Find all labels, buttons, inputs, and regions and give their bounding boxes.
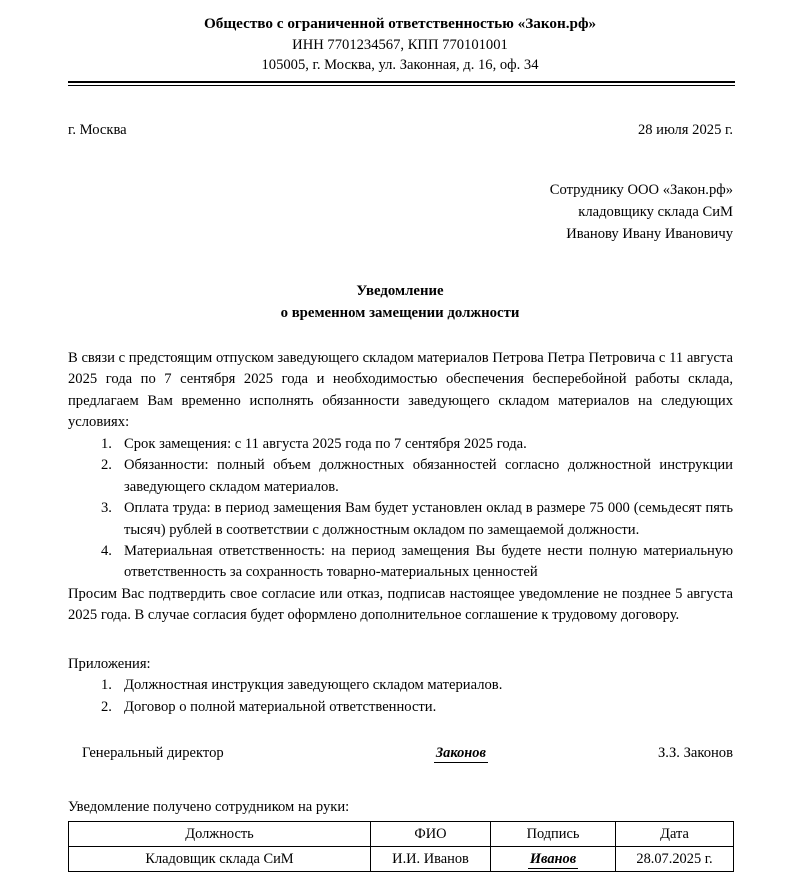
acknowledgment-table [68,821,734,872]
attachments-label: Приложения: [68,655,151,672]
acknowledgment-table-wrap [0,821,800,872]
city-date-row [0,123,800,138]
cell-signature-wrap [491,847,616,872]
cell-signature-mark: Иванов [529,850,577,867]
attachment-item-1: Должностная инструкция заведующего складом материалов. [124,677,503,694]
acknowledgment-label: Уведомление получено сотрудником на руки: [68,798,350,815]
document-body [0,348,800,718]
column-header-signature: Подпись [491,822,616,847]
signature-mark: Законов [435,745,486,761]
company-address: 105005, г. Москва, ул. Законная, д. 16, оф. 34 [261,57,539,74]
attachments-list [68,675,733,718]
place-of-issue: г. Москва [68,121,127,138]
letterhead-divider-wrap [0,76,800,86]
condition-item-1: Срок замещения: с 11 августа 2025 года по 7 сентября 2025 года. [124,435,527,452]
intro-paragraph: В связи с предстоящим отпуском заведующего складом материалов Петрова Петра Петровича с 11 августа 2025 года по 7 сентября 2025 года и необходимостью обеспечения бесперебойной работы склада, предлагаем Вам временно исполнять обязанности заведующего складом материалов на следующих условиях: [68,350,733,431]
column-header-position: Должность [69,822,371,847]
conditions-list [68,434,733,584]
signer-position: Генеральный директор [82,745,224,761]
table-row [69,847,734,872]
attachment-item-2: Договор о полной материальной ответственности. [124,698,437,715]
condition-item-3: Оплата труда: в период замещения Вам будет установлен оклад в размере 75 000 (семьдесят пять тысяч) рублей в соответствии с должностным окладом по замещаемой должности. [124,500,733,538]
document-title-main: Уведомление [356,282,444,299]
letterhead-divider [68,81,735,86]
cell-position: Кладовщик склада СиМ [69,847,371,872]
company-name: Общество с ограниченной ответственностью «Закон.рф» [203,15,597,32]
addressee-line-3: Иванову Ивану Ивановичу [566,226,733,243]
cell-date: 28.07.2025 г. [616,847,734,872]
addressee-block [0,179,800,246]
signature-mark-wrap [224,746,658,761]
letterhead [0,0,800,76]
condition-item-4: Материальная ответственность: на период замещения Вы будете нести полную материальную ответственность за сохранность товарно-материальных ценностей [124,542,733,581]
column-header-fio: ФИО [371,822,491,847]
closing-paragraph: Просим Вас подтвердить свое согласие или отказ, подписав настоящее уведомление не позднее 5 августа 2025 года. В случае согласия будет оформлено дополнительное соглашение к трудовому договору. [68,585,733,624]
cell-fio: И.И. Иванов [371,847,491,872]
document-title [0,280,800,324]
company-tax-ids: ИНН 7701234567, КПП 770101001 [292,36,508,53]
signature-row [0,746,800,761]
addressee-line-1: Сотруднику ООО «Закон.рф» [549,182,733,199]
condition-item-2: Обязанности: полный объем должностных обязанностей согласно должностной инструкции заведующего складом материалов. [124,457,733,495]
addressee-line-2: кладовщику склада СиМ [578,204,733,221]
document-title-subject: о временном замещении должности [280,304,520,321]
signer-name: З.З. Законов [658,745,733,761]
document-date: 28 июля 2025 г. [637,121,733,138]
table-header-row [69,822,734,847]
column-header-date: Дата [616,822,734,847]
